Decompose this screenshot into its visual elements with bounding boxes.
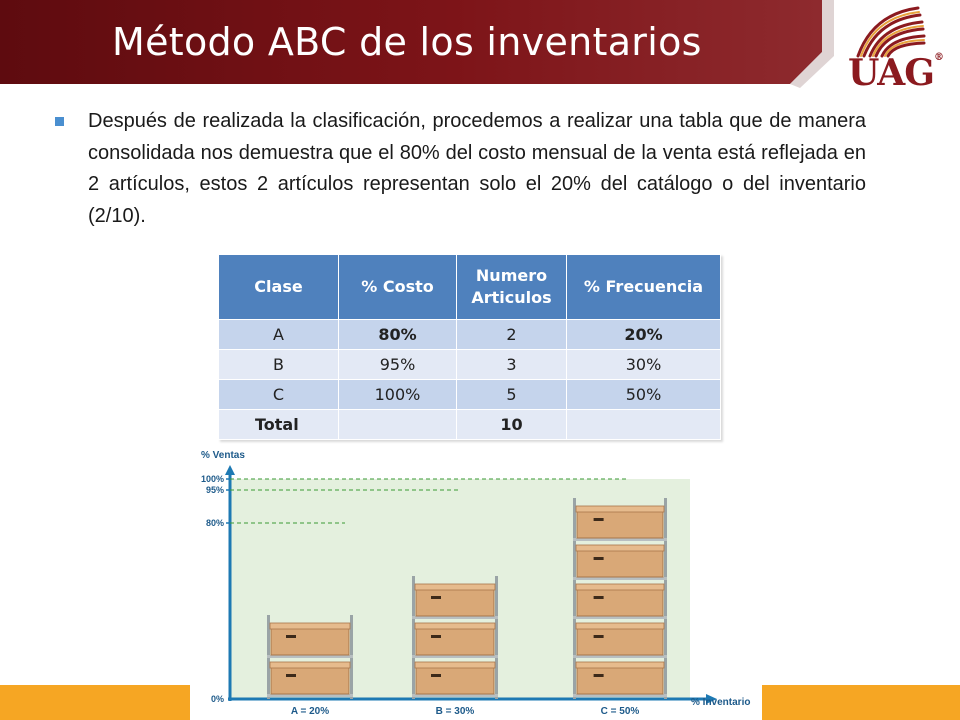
storage-box — [577, 586, 663, 616]
footer-bar-left — [0, 685, 190, 720]
storage-box — [577, 508, 663, 538]
table-cell: 2 — [457, 320, 567, 350]
table-cell — [567, 410, 721, 440]
storage-box — [416, 625, 494, 655]
footer-bar-right — [762, 685, 960, 720]
y-tick-label: 80% — [205, 518, 224, 528]
table-cell: C — [219, 380, 339, 410]
x-axis-label: % Inventario — [691, 697, 751, 708]
table-cell: 100% — [339, 380, 457, 410]
table-cell: 5 — [457, 380, 567, 410]
box-handle-icon — [594, 596, 604, 599]
box-lid — [576, 506, 664, 512]
abc-table — [218, 254, 721, 440]
box-handle-icon — [594, 557, 604, 560]
box-lid — [415, 662, 495, 668]
box-handle-icon — [431, 596, 441, 599]
table-row-total — [219, 410, 721, 440]
storage-box — [577, 625, 663, 655]
box-handle-icon — [286, 635, 296, 638]
table-cell: 3 — [457, 350, 567, 380]
table-cell: 30% — [567, 350, 721, 380]
x-category-label: A = 20% — [290, 706, 330, 717]
shelf-post — [412, 576, 415, 699]
box-handle-icon — [286, 674, 296, 677]
shelf-post — [495, 576, 498, 699]
box-lid — [270, 623, 350, 629]
table-cell: 20% — [567, 320, 721, 350]
shelf-post — [573, 498, 576, 699]
table-cell: B — [219, 350, 339, 380]
abc-inventory-chart — [190, 442, 765, 720]
storage-box — [416, 586, 494, 616]
slide-title: Método ABC de los inventarios — [112, 20, 702, 64]
y-axis-label: % Ventas — [201, 450, 245, 461]
table-cell: 10 — [457, 410, 567, 440]
storage-box — [271, 625, 349, 655]
storage-box — [577, 547, 663, 577]
table-cell: 80% — [339, 320, 457, 350]
storage-box — [271, 664, 349, 694]
header-frecuencia: % Frecuencia — [567, 255, 721, 320]
box-handle-icon — [431, 674, 441, 677]
table-cell: 50% — [567, 380, 721, 410]
box-handle-icon — [594, 635, 604, 638]
storage-box — [416, 664, 494, 694]
header-numero-articulos: Numero Articulos — [457, 255, 567, 320]
y-tick-label: 100% — [200, 474, 224, 484]
header-costo: % Costo — [339, 255, 457, 320]
box-lid — [576, 584, 664, 590]
table-cell: Total — [219, 410, 339, 440]
y-tick-label: 0% — [210, 694, 224, 704]
header-clase: Clase — [219, 255, 339, 320]
x-category-label: C = 50% — [600, 706, 640, 717]
box-handle-icon — [431, 635, 441, 638]
table-row — [219, 320, 721, 350]
table-row — [219, 380, 721, 410]
box-lid — [576, 545, 664, 551]
bullet-marker — [55, 117, 64, 126]
logo-wordmark: UAG® — [848, 52, 944, 94]
y-axis-arrow-icon — [225, 465, 235, 475]
x-category-label: B = 30% — [435, 706, 475, 717]
box-lid — [270, 662, 350, 668]
box-lid — [576, 623, 664, 629]
storage-box — [577, 664, 663, 694]
table-cell: 95% — [339, 350, 457, 380]
box-handle-icon — [594, 518, 604, 521]
box-lid — [415, 584, 495, 590]
table-cell: A — [219, 320, 339, 350]
body-paragraph: Después de realizada la clasificación, procedemos a realizar una tabla que de manera consolidada nos demuestra que el 80% del costo mensual de la venta está reflejada en 2 artículos, estos 2 artículos representan solo el 20% del catálogo o del inventario (2/10). — [88, 110, 866, 227]
table-header-row — [219, 255, 721, 320]
box-handle-icon — [594, 674, 604, 677]
table-row — [219, 350, 721, 380]
y-tick-label: 95% — [205, 485, 224, 495]
shelf-post — [664, 498, 667, 699]
box-lid — [415, 623, 495, 629]
box-lid — [576, 662, 664, 668]
table-cell — [339, 410, 457, 440]
